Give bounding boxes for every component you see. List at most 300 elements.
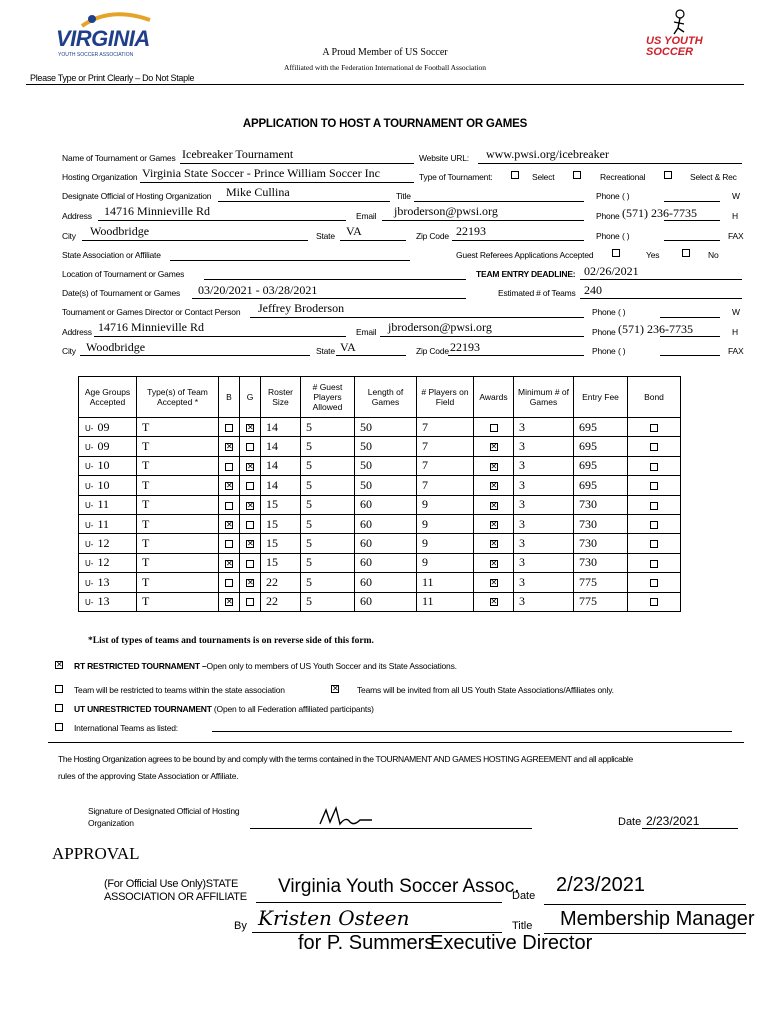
phone-h-field[interactable]: (571) 236-7735 bbox=[622, 206, 697, 220]
cell-guest-value: 5 bbox=[306, 497, 312, 512]
cell-fee[interactable] bbox=[574, 553, 628, 572]
cell-length[interactable] bbox=[355, 573, 417, 592]
city-label: City bbox=[62, 231, 76, 241]
cell-roster[interactable] bbox=[261, 514, 301, 533]
cell-fee-value: 775 bbox=[579, 574, 597, 589]
cell-roster-value: 15 bbox=[266, 516, 278, 531]
cell-bond-checkbox[interactable] bbox=[628, 456, 681, 475]
phone-w-label: Phone bbox=[596, 191, 620, 201]
hosting-org-field[interactable]: Virginia State Soccer - Prince William Soccer Inc bbox=[142, 166, 380, 180]
zip-field[interactable]: 22193 bbox=[456, 224, 486, 238]
cell-minimum-value: 3 bbox=[519, 555, 525, 570]
instruction-text: Please Type or Print Clearly – Do Not Staple bbox=[30, 73, 195, 83]
cell-boys-checkbox-box[interactable] bbox=[225, 424, 233, 432]
website-field[interactable]: www.pwsi.org/icebreaker bbox=[486, 147, 609, 161]
cell-boys-checkbox-box[interactable] bbox=[225, 560, 233, 568]
cell-awards-checkbox-box[interactable] bbox=[490, 463, 498, 471]
cell-minimum[interactable] bbox=[514, 456, 574, 475]
cell-boys-checkbox[interactable] bbox=[219, 437, 240, 456]
cell-minimum[interactable] bbox=[514, 476, 574, 495]
rt-restricted-title: RT RESTRICTED TOURNAMENT – bbox=[74, 661, 207, 671]
cell-bond-checkbox[interactable] bbox=[628, 476, 681, 495]
approval-heading: APPROVAL bbox=[52, 844, 140, 863]
cell-boys-checkbox[interactable] bbox=[219, 553, 240, 572]
u-prefix: U- bbox=[85, 559, 94, 569]
cell-type-value: T bbox=[142, 574, 150, 589]
signature-date-field[interactable]: 2/23/2021 bbox=[646, 814, 700, 828]
signature-scribble-icon bbox=[316, 802, 376, 830]
cell-age-value: 10 bbox=[97, 458, 110, 473]
cell-players[interactable] bbox=[417, 592, 474, 611]
cell-roster[interactable] bbox=[261, 456, 301, 475]
col-entry-fee: Entry Fee bbox=[574, 377, 628, 418]
cell-bond-checkbox-box[interactable] bbox=[650, 579, 658, 587]
cell-age[interactable] bbox=[79, 437, 137, 456]
state-label: State bbox=[316, 231, 335, 241]
cell-guest-value: 5 bbox=[306, 477, 312, 492]
cell-players-value: 7 bbox=[422, 439, 428, 454]
cell-minimum[interactable] bbox=[514, 437, 574, 456]
cell-boys-checkbox-box[interactable] bbox=[225, 598, 233, 606]
cell-boys-checkbox[interactable] bbox=[219, 456, 240, 475]
cell-awards-checkbox[interactable] bbox=[474, 573, 514, 592]
cell-bond-checkbox[interactable] bbox=[628, 495, 681, 514]
cell-fee[interactable] bbox=[574, 573, 628, 592]
cell-boys-checkbox[interactable] bbox=[219, 592, 240, 611]
cell-guest[interactable] bbox=[301, 514, 355, 533]
cell-fee[interactable] bbox=[574, 534, 628, 553]
cell-guest[interactable] bbox=[301, 534, 355, 553]
approving-association[interactable]: Virginia Youth Soccer Assoc. bbox=[278, 876, 520, 897]
by-label: By bbox=[234, 920, 247, 932]
cell-players[interactable] bbox=[417, 418, 474, 437]
cell-roster[interactable] bbox=[261, 476, 301, 495]
cell-girls-checkbox[interactable] bbox=[240, 437, 261, 456]
cell-bond-checkbox-box[interactable] bbox=[650, 598, 658, 606]
cell-length[interactable] bbox=[355, 514, 417, 533]
for-title: Executive Director bbox=[430, 932, 593, 954]
cell-awards-checkbox[interactable] bbox=[474, 437, 514, 456]
ut-unrestricted-checkbox[interactable] bbox=[55, 704, 63, 712]
cell-length[interactable] bbox=[355, 495, 417, 514]
type-select-rec-label: Select & Rec bbox=[690, 172, 737, 182]
table-row bbox=[79, 495, 681, 514]
member-line: A Proud Member of US Soccer bbox=[322, 47, 448, 58]
cell-minimum[interactable] bbox=[514, 553, 574, 572]
state-only-checkbox[interactable] bbox=[55, 685, 63, 693]
cell-girls-checkbox[interactable] bbox=[240, 514, 261, 533]
cell-bond-checkbox[interactable] bbox=[628, 553, 681, 572]
cell-girls-checkbox-box[interactable] bbox=[246, 424, 254, 432]
cell-roster-value: 15 bbox=[266, 555, 278, 570]
designated-official-field[interactable]: Mike Cullina bbox=[226, 185, 290, 199]
cell-type[interactable] bbox=[137, 534, 219, 553]
cell-boys-checkbox[interactable] bbox=[219, 418, 240, 437]
director-email-field[interactable]: jbroderson@pwsi.org bbox=[388, 320, 492, 334]
director-city-line bbox=[80, 355, 310, 356]
agreement-line-1: The Hosting Organization agrees to be bound by and comply with the terms contained in the TOURNAMENT AND GAMES HOSTING AGREEMENT and all applicable bbox=[58, 754, 633, 764]
director-address-field[interactable]: 14716 Minnieville Rd bbox=[98, 320, 204, 334]
cell-length[interactable] bbox=[355, 418, 417, 437]
cell-age[interactable] bbox=[79, 495, 137, 514]
cell-type-value: T bbox=[142, 516, 150, 531]
cell-roster-value: 14 bbox=[266, 477, 278, 492]
cell-minimum-value: 3 bbox=[519, 574, 525, 589]
cell-minimum[interactable] bbox=[514, 514, 574, 533]
cell-girls-checkbox-box[interactable] bbox=[246, 502, 254, 510]
hosting-org-label: Hosting Organization bbox=[62, 172, 138, 182]
cell-girls-checkbox[interactable] bbox=[240, 553, 261, 572]
official-signature-mark bbox=[316, 802, 376, 830]
cell-awards-checkbox[interactable] bbox=[474, 592, 514, 611]
cell-length[interactable] bbox=[355, 456, 417, 475]
city-line bbox=[82, 240, 308, 241]
col-guest-players: # Guest Players Allowed bbox=[301, 377, 355, 418]
cell-girls-checkbox-box[interactable] bbox=[246, 482, 254, 490]
cell-awards-checkbox[interactable] bbox=[474, 495, 514, 514]
cell-age-value: 11 bbox=[97, 516, 110, 531]
director-city-label: City bbox=[62, 346, 76, 356]
col-team-type: Type(s) of Team Accepted * bbox=[137, 377, 219, 418]
cell-fee-value: 730 bbox=[579, 536, 597, 551]
cell-girls-checkbox-box[interactable] bbox=[246, 463, 254, 471]
cell-girls-checkbox[interactable] bbox=[240, 476, 261, 495]
cell-fee-value: 730 bbox=[579, 555, 597, 570]
cell-girls-checkbox-box[interactable] bbox=[246, 560, 254, 568]
cell-type[interactable] bbox=[137, 553, 219, 572]
team-entry-deadline-field[interactable]: 02/26/2021 bbox=[584, 264, 639, 278]
director-label: Tournament or Games Director or Contact Person bbox=[62, 307, 241, 317]
director-city-field[interactable]: Woodbridge bbox=[86, 340, 146, 354]
director-state-line bbox=[336, 355, 406, 356]
cell-bond-checkbox[interactable] bbox=[628, 573, 681, 592]
signature-date-label: Date bbox=[618, 816, 642, 828]
cell-girls-checkbox[interactable] bbox=[240, 456, 261, 475]
cell-type[interactable] bbox=[137, 495, 219, 514]
cell-girls-checkbox[interactable] bbox=[240, 418, 261, 437]
cell-roster[interactable] bbox=[261, 553, 301, 572]
cell-length[interactable] bbox=[355, 534, 417, 553]
cell-fee[interactable] bbox=[574, 495, 628, 514]
cell-girls-checkbox-box[interactable] bbox=[246, 521, 254, 529]
cell-boys-checkbox-box[interactable] bbox=[225, 540, 233, 548]
col-players-on-field: # Players on Field bbox=[417, 377, 474, 418]
cell-minimum-value: 3 bbox=[519, 477, 525, 492]
all-states-checkbox[interactable] bbox=[331, 685, 339, 693]
director-state-field[interactable]: VA bbox=[340, 340, 356, 354]
cell-players[interactable] bbox=[417, 476, 474, 495]
cell-boys-checkbox-box[interactable] bbox=[225, 482, 233, 490]
cell-length-value: 60 bbox=[360, 536, 372, 551]
signature-label-1: Signature of Designated Official of Hosting bbox=[88, 806, 240, 816]
director-field[interactable]: Jeffrey Broderson bbox=[258, 301, 345, 315]
cell-boys-checkbox[interactable] bbox=[219, 514, 240, 533]
col-bond: Bond bbox=[628, 377, 681, 418]
cell-guest-value: 5 bbox=[306, 594, 312, 609]
u-prefix: U- bbox=[85, 540, 94, 550]
estimated-teams-line bbox=[580, 298, 742, 299]
cell-type[interactable] bbox=[137, 514, 219, 533]
cell-bond-checkbox-box[interactable] bbox=[650, 443, 658, 451]
cell-boys-checkbox-box[interactable] bbox=[225, 502, 233, 510]
cell-players-value: 7 bbox=[422, 477, 428, 492]
director-state-label: State bbox=[316, 346, 335, 356]
director-address-line bbox=[94, 336, 346, 337]
cell-girls-checkbox[interactable] bbox=[240, 573, 261, 592]
cell-players[interactable] bbox=[417, 514, 474, 533]
cell-boys-checkbox[interactable] bbox=[219, 476, 240, 495]
cell-bond-checkbox-box[interactable] bbox=[650, 502, 658, 510]
international-checkbox[interactable] bbox=[55, 723, 63, 731]
website-label: Website URL: bbox=[419, 153, 469, 163]
type-recreational-label: Recreational bbox=[600, 172, 646, 182]
cell-bond-checkbox[interactable] bbox=[628, 418, 681, 437]
rt-restricted-checkbox[interactable] bbox=[55, 661, 63, 669]
cell-age[interactable] bbox=[79, 534, 137, 553]
cell-players[interactable] bbox=[417, 437, 474, 456]
signature-line bbox=[250, 828, 532, 829]
address-line bbox=[98, 220, 346, 221]
cell-bond-checkbox[interactable] bbox=[628, 514, 681, 533]
cell-bond-checkbox-box[interactable] bbox=[650, 560, 658, 568]
cell-age[interactable] bbox=[79, 514, 137, 533]
approval-date-field[interactable]: 2/23/2021 bbox=[556, 874, 645, 896]
cell-minimum[interactable] bbox=[514, 495, 574, 514]
cell-awards-checkbox-box[interactable] bbox=[490, 521, 498, 529]
ut-unrestricted-title: UT UNRESTRICTED TOURNAMENT bbox=[74, 704, 212, 714]
director-phone-h-suffix: H bbox=[732, 327, 738, 337]
cell-minimum[interactable] bbox=[514, 592, 574, 611]
cell-bond-checkbox-box[interactable] bbox=[650, 540, 658, 548]
cell-fee[interactable] bbox=[574, 514, 628, 533]
cell-girls-checkbox[interactable] bbox=[240, 534, 261, 553]
cell-type[interactable] bbox=[137, 418, 219, 437]
cell-age-value: 09 bbox=[97, 419, 110, 434]
email-field[interactable]: jbroderson@pwsi.org bbox=[394, 204, 498, 218]
cell-awards-checkbox[interactable] bbox=[474, 514, 514, 533]
cell-girls-checkbox-box[interactable] bbox=[246, 579, 254, 587]
form-title: APPLICATION TO HOST A TOURNAMENT OR GAMES bbox=[242, 118, 528, 130]
cell-guest[interactable] bbox=[301, 573, 355, 592]
cell-awards-checkbox-box[interactable] bbox=[490, 579, 498, 587]
director-phone-h-field[interactable]: (571) 236-7735 bbox=[618, 322, 693, 336]
cell-type[interactable] bbox=[137, 437, 219, 456]
cell-age[interactable] bbox=[79, 592, 137, 611]
type-select-rec-checkbox[interactable] bbox=[664, 171, 672, 179]
table-row bbox=[79, 437, 681, 456]
for-line: for P. Summers bbox=[298, 932, 435, 954]
cell-awards-checkbox[interactable] bbox=[474, 418, 514, 437]
rt-restricted-text bbox=[74, 661, 457, 671]
cell-minimum[interactable] bbox=[514, 573, 574, 592]
signature-label-2: Organization bbox=[88, 818, 134, 828]
cell-age[interactable] bbox=[79, 553, 137, 572]
agreement-line-2: rules of the approving State Association or Affiliate. bbox=[58, 771, 239, 781]
cell-roster-value: 15 bbox=[266, 497, 278, 512]
cell-players[interactable] bbox=[417, 553, 474, 572]
cell-awards-checkbox[interactable] bbox=[474, 534, 514, 553]
estimated-teams-field[interactable]: 240 bbox=[584, 283, 602, 297]
cell-roster[interactable] bbox=[261, 437, 301, 456]
hosting-org-line bbox=[140, 182, 414, 183]
cell-guest[interactable] bbox=[301, 418, 355, 437]
cell-guest[interactable] bbox=[301, 476, 355, 495]
cell-fee[interactable] bbox=[574, 592, 628, 611]
cell-boys-checkbox-box[interactable] bbox=[225, 463, 233, 471]
cell-roster[interactable] bbox=[261, 573, 301, 592]
cell-girls-checkbox-box[interactable] bbox=[246, 540, 254, 548]
cell-length[interactable] bbox=[355, 476, 417, 495]
state-field[interactable]: VA bbox=[346, 224, 362, 238]
cell-minimum[interactable] bbox=[514, 418, 574, 437]
approval-title-field[interactable]: Membership Manager bbox=[560, 908, 755, 930]
guest-referees-no-checkbox[interactable] bbox=[682, 249, 690, 257]
type-select-checkbox[interactable] bbox=[511, 171, 519, 179]
dates-field[interactable]: 03/20/2021 - 03/28/2021 bbox=[198, 283, 318, 297]
cell-bond-checkbox-box[interactable] bbox=[650, 521, 658, 529]
cell-guest[interactable] bbox=[301, 456, 355, 475]
cell-guest[interactable] bbox=[301, 495, 355, 514]
cell-girls-checkbox[interactable] bbox=[240, 495, 261, 514]
cell-age-value: 12 bbox=[97, 555, 110, 570]
cell-players[interactable] bbox=[417, 495, 474, 514]
cell-age-value: 09 bbox=[97, 439, 110, 454]
director-zip-field[interactable]: 22193 bbox=[450, 340, 480, 354]
cell-length-value: 50 bbox=[360, 477, 372, 492]
cell-boys-checkbox[interactable] bbox=[219, 534, 240, 553]
cell-awards-checkbox[interactable] bbox=[474, 456, 514, 475]
cell-roster[interactable] bbox=[261, 592, 301, 611]
rt-restricted-desc: Open only to members of US Youth Soccer and its State Associations. bbox=[206, 661, 457, 671]
cell-bond-checkbox-box[interactable] bbox=[650, 482, 658, 490]
u-prefix: U- bbox=[85, 443, 94, 453]
cell-type[interactable] bbox=[137, 456, 219, 475]
cell-awards-checkbox-box[interactable] bbox=[490, 443, 498, 451]
cell-boys-checkbox[interactable] bbox=[219, 495, 240, 514]
cell-length[interactable] bbox=[355, 437, 417, 456]
cell-length-value: 60 bbox=[360, 516, 372, 531]
cell-fee[interactable] bbox=[574, 418, 628, 437]
cell-awards-checkbox-box[interactable] bbox=[490, 482, 498, 490]
ut-unrestricted-desc: (Open to all Federation affiliated participants) bbox=[213, 704, 374, 714]
phone-w-paren: ( ) bbox=[622, 191, 630, 201]
col-minimum-games: Minimum # of Games bbox=[514, 377, 574, 418]
cell-roster[interactable] bbox=[261, 418, 301, 437]
cell-type-value: T bbox=[142, 536, 150, 551]
guest-referees-yes-checkbox[interactable] bbox=[612, 249, 620, 257]
cell-length-value: 60 bbox=[360, 574, 372, 589]
cell-awards-checkbox-box[interactable] bbox=[490, 540, 498, 548]
cell-players-value: 9 bbox=[422, 555, 428, 570]
u-prefix: U- bbox=[85, 520, 94, 530]
cell-length[interactable] bbox=[355, 553, 417, 572]
cell-guest-value: 5 bbox=[306, 536, 312, 551]
cell-bond-checkbox[interactable] bbox=[628, 592, 681, 611]
phone-h-line bbox=[664, 220, 720, 221]
cell-players[interactable] bbox=[417, 573, 474, 592]
address-field[interactable]: 14716 Minnieville Rd bbox=[104, 204, 210, 218]
table-row bbox=[79, 476, 681, 495]
cell-age[interactable] bbox=[79, 476, 137, 495]
cell-length[interactable] bbox=[355, 592, 417, 611]
cell-players-value: 11 bbox=[422, 574, 434, 589]
cell-awards-checkbox-box[interactable] bbox=[490, 502, 498, 510]
type-recreational-checkbox[interactable] bbox=[573, 171, 581, 179]
by-signature[interactable]: Kristen Osteen bbox=[258, 906, 410, 930]
director-phone-fax-paren: ( ) bbox=[618, 346, 626, 356]
cell-guest[interactable] bbox=[301, 553, 355, 572]
cell-awards-checkbox-box[interactable] bbox=[490, 560, 498, 568]
table-footnote: *List of types of teams and tournaments is on reverse side of this form. bbox=[88, 636, 374, 646]
phone-h-suffix: H bbox=[732, 211, 738, 221]
cell-boys-checkbox-box[interactable] bbox=[225, 443, 233, 451]
cell-age[interactable] bbox=[79, 418, 137, 437]
cell-roster[interactable] bbox=[261, 495, 301, 514]
phone-fax-label: Phone bbox=[596, 231, 620, 241]
cell-guest[interactable] bbox=[301, 437, 355, 456]
cell-awards-checkbox-box[interactable] bbox=[490, 424, 498, 432]
cell-fee[interactable] bbox=[574, 437, 628, 456]
cell-awards-checkbox[interactable] bbox=[474, 553, 514, 572]
cell-guest[interactable] bbox=[301, 592, 355, 611]
cell-roster[interactable] bbox=[261, 534, 301, 553]
cell-minimum[interactable] bbox=[514, 534, 574, 553]
cell-girls-checkbox[interactable] bbox=[240, 592, 261, 611]
cell-players-value: 9 bbox=[422, 536, 428, 551]
official-use-line-2: ASSOCIATION OR AFFILIATE bbox=[104, 891, 247, 903]
director-phone-fax-line bbox=[660, 355, 720, 356]
city-field[interactable]: Woodbridge bbox=[90, 224, 150, 238]
cell-type-value: T bbox=[142, 419, 150, 434]
col-girls: G bbox=[240, 377, 261, 418]
guest-referees-yes-label: Yes bbox=[646, 250, 660, 260]
cell-girls-checkbox-box[interactable] bbox=[246, 598, 254, 606]
cell-fee-value: 695 bbox=[579, 439, 597, 454]
cell-bond-checkbox[interactable] bbox=[628, 437, 681, 456]
designated-official-label: Designate Official of Hosting Organization bbox=[62, 191, 212, 201]
cell-players[interactable] bbox=[417, 456, 474, 475]
cell-fee-value: 775 bbox=[579, 594, 597, 609]
cell-type[interactable] bbox=[137, 592, 219, 611]
cell-boys-checkbox[interactable] bbox=[219, 573, 240, 592]
cell-boys-checkbox-box[interactable] bbox=[225, 521, 233, 529]
col-awards: Awards bbox=[474, 377, 514, 418]
cell-fee[interactable] bbox=[574, 476, 628, 495]
cell-awards-checkbox[interactable] bbox=[474, 476, 514, 495]
cell-type[interactable] bbox=[137, 573, 219, 592]
cell-type[interactable] bbox=[137, 476, 219, 495]
cell-age[interactable] bbox=[79, 573, 137, 592]
address-label: Address bbox=[62, 211, 92, 221]
cell-fee[interactable] bbox=[574, 456, 628, 475]
cell-guest-value: 5 bbox=[306, 419, 312, 434]
cell-minimum-value: 3 bbox=[519, 419, 525, 434]
cell-age[interactable] bbox=[79, 456, 137, 475]
tournament-name-field[interactable]: Icebreaker Tournament bbox=[182, 147, 294, 161]
ut-unrestricted-text bbox=[74, 704, 374, 714]
cell-boys-checkbox-box[interactable] bbox=[225, 579, 233, 587]
cell-fee-value: 695 bbox=[579, 477, 597, 492]
email-label: Email bbox=[356, 211, 377, 221]
cell-bond-checkbox-box[interactable] bbox=[650, 424, 658, 432]
cell-bond-checkbox[interactable] bbox=[628, 534, 681, 553]
col-age-groups: Age Groups Accepted bbox=[79, 377, 137, 418]
cell-bond-checkbox-box[interactable] bbox=[650, 463, 658, 471]
cell-girls-checkbox-box[interactable] bbox=[246, 443, 254, 451]
cell-age-value: 12 bbox=[97, 536, 110, 551]
cell-players[interactable] bbox=[417, 534, 474, 553]
cell-awards-checkbox-box[interactable] bbox=[490, 598, 498, 606]
